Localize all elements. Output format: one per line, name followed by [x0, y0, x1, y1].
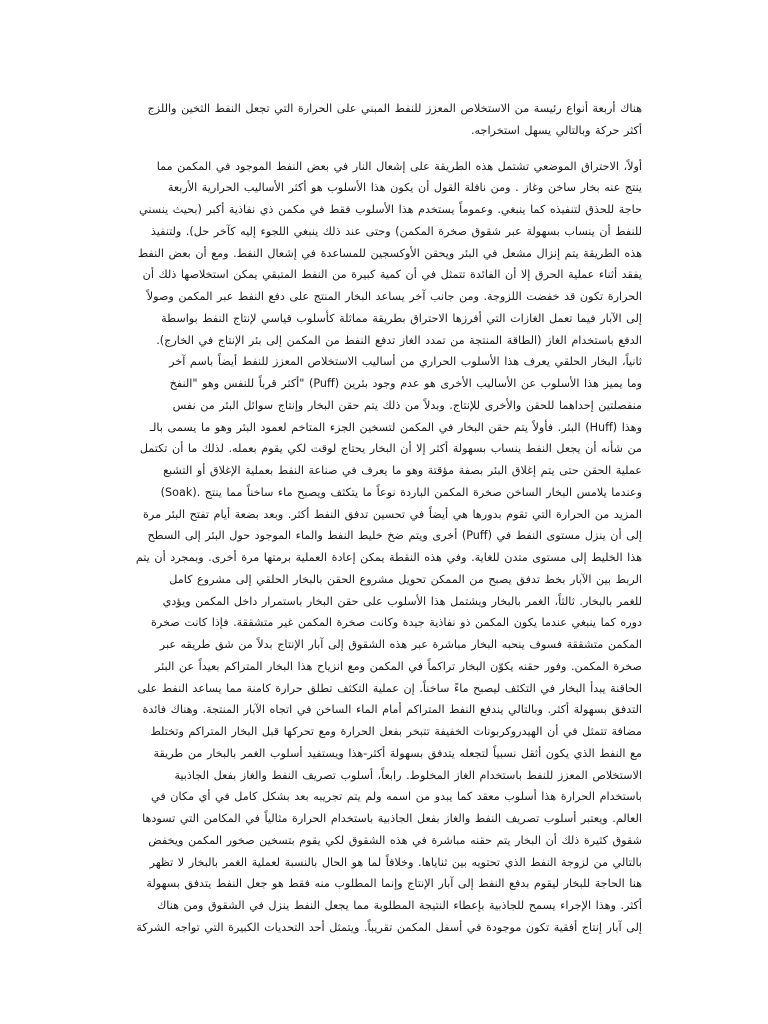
text-line: المكمن متشققة فسوف ينحبه البخار مباشرة عبر هذه الشقوق إلى آبار الإنتاج بدلاً من شق طريقه عبر [159, 638, 642, 651]
text-line: دوره كما ينبغي عندما يكون المكمن ذو نفاذية جيدة وكانت صخرة المكمن غير متشققة. فإذا كانت صخرة [151, 616, 642, 630]
text-line: أكثر حركة وبالتالي يسهل استخراجه. [470, 123, 642, 137]
text-line: مع النفط الذي يكون أثقل نسبياً لتجعله يتدفق بسهولة أكثر-هذا ويستفيد أسلوب الغمر بالبخار من طريقة [153, 746, 642, 760]
text-line: أكثر. وهذا الإجراء يسمح للجاذبية بإعطاء النتيجة المطلوبة مما يجعل النفط ينزل في الشقوق ومن هناك [157, 899, 642, 912]
text-line: من شأنه أن يجعل النفط ينساب بسهولة أكثر إلا أن البخار يحتاج لوقت لكي يقوم بعمله. لذلك ما أن تكتمل [139, 442, 642, 456]
text-line: شقوق كثيرة ذلك أن البخار يتم حقنه مباشرة في هذه الشقوق لكي يقوم بتسخين صخور المكمن ويخفض [148, 833, 642, 847]
paragraph [126, 156, 642, 352]
text-line: الحرارة تكون قد خفضت اللزوجة. ومن جانب آخر يساعد البخار المنتج على دفع النفط عبر المكمن وصولاً [146, 290, 642, 303]
text-line: التدفق بسهولة أكثر. وبالتالي يندفع النفط المتراكم أمام الماء الساخن في اتجاه الآبار المنتجة. وهناك فائدة [142, 703, 642, 717]
text-line: هنا الحاجة للبخار ليقوم بدفع النفط إلى آبار الإنتاج وإنما المطلوب منه فقط هو جعل النفط يتدفق بسهولة [146, 877, 642, 891]
text-line: صخرة المكمن. وفور حقنه يكوّن البخار تراكماً في المكمن ومع انزياح هذا البخار المتراكم بعيداً عن البئر [154, 659, 642, 673]
text-line: إلى أن ينزل مستوى النفط في (Puff) أخرى ويتم ضخ خليط النفط والماء الموجود حول البئر إلى السطح [147, 529, 642, 543]
text-line: أولاً، الاحتراق الموضعي تشتمل هذه الطريقة على إشعال النار في بعض النفط الموجود في المكمن مما [156, 159, 642, 173]
text-line: باستخدام الحرارة هذا أسلوب معقد كما يبدو من اسمه ولم يتم تجريبه بعد بشكل كامل في أي مكان في [151, 790, 642, 804]
text-line: هذا الخليط إلى مستوى متدن للغاية. وفي هذه النقطة يمكن إعادة العملية برمتها مرة أخرى. وبمجرد أن يتم [135, 551, 642, 564]
text-line: وهذا (Huff) البئر. فأولاً يتم حقن البخار في المكمن لتسخين الجزء المتاخم لعمود البئر وهو ما يسمى بالـ [149, 420, 642, 434]
text-line: مضافة تتمثل في أن الهيدروكربونات الخفيفة تتبخر بفعل الحرارة ومع تحركها قبل البخار المتراكم وتختلط [150, 725, 642, 738]
text-line: إلى آبار إنتاج أفقية تكون موجودة في أسفل المكمن تقريباً. ويتمثل أحد التحديات الكبيرة التي تواجه الشركة [136, 920, 642, 934]
text-line: هناك أربعة أنواع رئيسة من الاستخلاص المعزز للنفط المبني على الحرارة التي تجعل النفط الثخين واللزج [147, 102, 642, 115]
text-line: ينتج عنه بخار ساخن وغاز . ومن نافلة القول أن يكون هذا الأسلوب هو أكثر الأساليب الحرارية الأربعة [167, 181, 642, 195]
text-line: للغمر بالبخار. ثالثاً، الغمر بالبخار ويشتمل هذا الأسلوب على حقن البخار باستمرار داخل المكمن ويؤدي [162, 594, 642, 608]
text-line: إلى الآبار فيما تعمل الغازات التي أفرزها الاحتراق بطريقة مماثلة كأسلوب قياسي لإنتاج النفط بواسطة [161, 311, 642, 325]
text-line: هذه الطريقة يتم إنزال مشعل في البئر ويحقن الأوكسجين للمساعدة في إشعال النفط. ومع أن بعض النفط [137, 246, 642, 260]
text-line: الحاقنة يبدأ البخار في التكثف ليصبح ماءً ساخناً. إن عملية التكثف تطلق حرارة كامنة مما يساعد النفط على [137, 681, 642, 695]
text-line: الربط بين الآبار بخط تدفق يصبح من الممكن تحويل مشروع الحقن بالبخار الحلقي إلى مشروع كامل [169, 572, 642, 586]
text-line: وما يميز هذا الأسلوب عن الأساليب الأخرى هو عدم وجود بئرين (Puff) "أكثر قرباً للنفس وهو "النفخ [169, 377, 642, 390]
text-line: الاستخلاص المعزز للنفط باستخدام الغاز المخلوط. رابعاً، أسلوب تصريف النفط والغاز بفعل الجاذبية [174, 768, 642, 782]
text-line: للنفط أن ينساب بسهولة عبر شقوق صخرة المكمن) وحتى عند ذلك ينبغي اللجوء إليه كآخر حل). ولتنفيذ [150, 224, 642, 238]
text-line: حاجة للحذق لتنفيذه كما ينبغي. وعموماً يستخدم هذا الأسلوب فقط في مكمن ذي نفاذية أكبر (بحيث ينسني [139, 203, 642, 216]
text-line: يفقد أثناء عملية الحرق إلا أن الفائدة تتمثل في أن كمية كبيرة من النفط المتبقي يمكن استخلاصها ذلك أن [142, 268, 642, 282]
text-line: العالم. ويعتبر أسلوب تصريف النفط والغاز بفعل الجاذبية باستخدام الحرارة مثالياً في المكامن التي تسودها [142, 812, 642, 825]
text-line: الدفع باستخدام الغاز (الطاقة المنتجة من تمدد الغاز تدفع النفط من المكمن إلى بئر الإنتاج في الخارج). [156, 333, 642, 347]
document-body [126, 98, 642, 939]
text-line: بالتالي من لزوجة النفط الذي تحتويه بين ثناياها. وخلافاً لما هو الحال بالنسبة لعملية الغمر بالبخار لا تظهر [149, 855, 642, 869]
paragraph [126, 98, 642, 142]
text-line: المزيد من الحرارة التي تقوم بدورها هي أيضاً في تحسين تدفق النفط أكثر. وبعد بضعة أيام تفتح البئر مرة [143, 507, 642, 521]
text-line: عملية الحقن حتى يتم إغلاق البئر بصفة مؤقتة وهو ما يعرف في صناعة النفط بعملية الإغلاق أو التشبع [163, 464, 642, 477]
text-line: وعندما يلامس البخار الساخن صخرة المكمن الباردة نوعاً ما يتكثف ويصبح ماء ساخناً مما ينتج .(Soak) [160, 485, 642, 499]
text-line: منفصلتين إحداهما للحقن والأخرى للإنتاج. وبدلاً من ذلك يتم حقن البخار وإنتاج سوائل البئر من نفس [172, 398, 642, 412]
paragraph [126, 351, 642, 938]
text-line: ثانياً، البخار الحلقي يعرف هذا الأسلوب الحراري من أساليب الاستخلاص المعزز للنفط أيضاً باسم آخر [169, 355, 642, 369]
